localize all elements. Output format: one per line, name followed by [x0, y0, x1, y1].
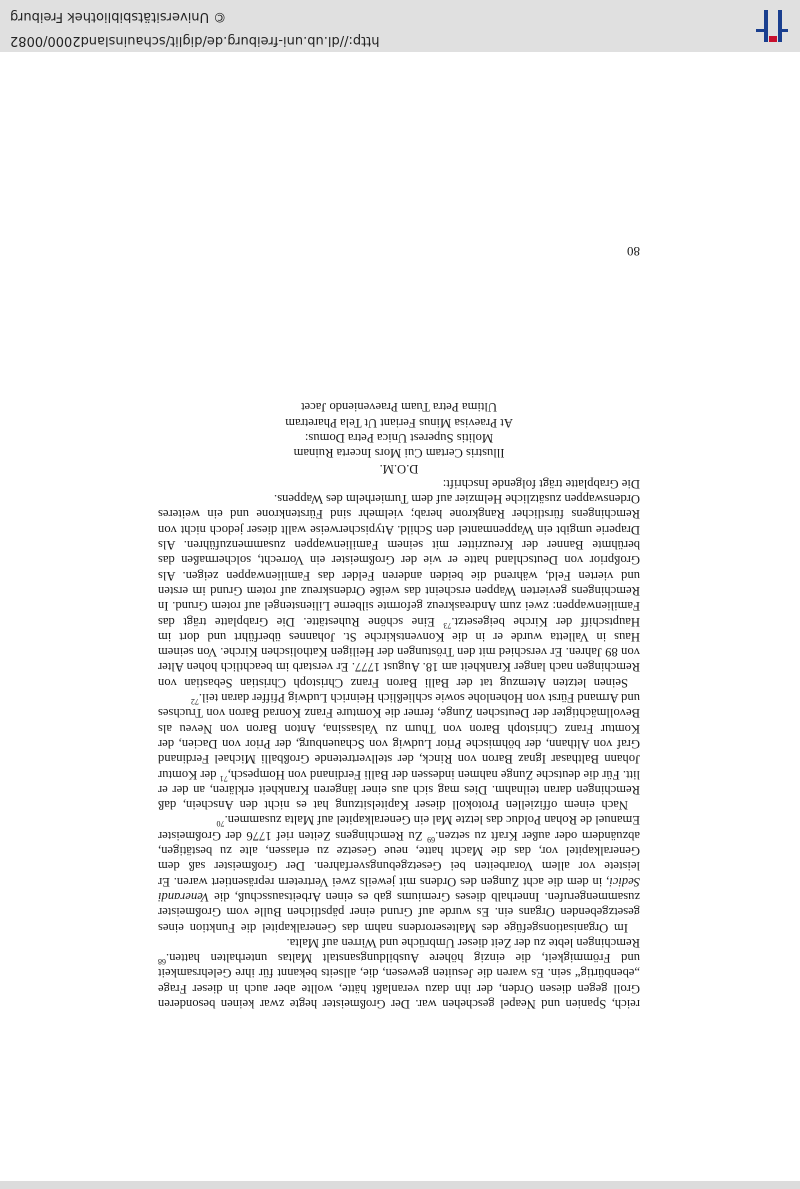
inscription: [158, 399, 640, 475]
venerandi-sedici: Venerandi Sedici: [158, 874, 640, 904]
logo-crossbar: [756, 29, 764, 32]
footnote-ref[interactable]: 69: [427, 834, 436, 844]
paragraph-2: Im Organisationsgefüge des Malteserordens nahm das Generalkapitel die Funktion eines gesetzgebenden Organs ein. Es wurde auf Grund einer päpstlichen Bulle vom Großmeister zusammengerufen. Innerhalb dieses Gremiums gab es einen Arbeitsausschuß, die Venerandi Sedici, in dem die acht Zungen des Ordens mit jeweils zwei Vertretern repräsentiert waren. Er leistete vor allem Vorarbeiten bei Gesetzgebungsverfahren. Der Großmeister saß dem Generalkapitel vor, das die Macht hatte, neue Gesetze zu erlassen, alte zu bestätigen, abzuändern oder außer Kraft zu setzen.$^{69}$ Zu Remchingens Zeiten rief 1776 der Großmeister Emanuel de Rohan Polduc das letzte Mal ein Generalkapitel auf Malta zusammen.$^{70}$: [158, 813, 640, 935]
footnote-ref[interactable]: 68: [158, 957, 166, 967]
paragraph-1: reich, Spanien und Neapel geschehen war. Der Großmeister hegte zwar keinen besonderen Groll gegen diesen Orden, der ihn dazu veranlaßt hätte, wollte aber auch in dieser Frage „ebenbürtig“ sein. Es waren die Jesuiten gewesen, die, allseits bekannt für ihre Gelehrsamkeit und Frömmigkeit, die einzig höhere Ausbildungsanstalt Maltas unterhalten hatten.$^{68}$ Remchingen lebte zu der Zeit dieser Umbrüche und Wirren auf Malta.: [158, 935, 640, 1011]
inscription-line: Ultima Petra Tuam Praeveniendo Jacet: [301, 400, 497, 415]
logo-crossbar: [778, 29, 788, 32]
paragraph-5: Die Grabplatte trägt folgende Inschrift:: [442, 476, 640, 491]
inscription-line: At Praevisa Minus Feriant Ut Tela Pharetram: [285, 415, 513, 430]
copyright-notice: © Universitätsbibliothek Freiburg: [10, 9, 227, 24]
footer-bar: [0, 0, 800, 52]
inscription-line: Molitis Superest Unica Petra Domus:: [304, 431, 494, 446]
footnote-ref[interactable]: 71: [219, 773, 228, 783]
document-url-link[interactable]: http://dl.ub.uni-freiburg.de/diglit/schauinsland2000/0082: [10, 33, 380, 48]
footnote-ref[interactable]: 70: [216, 819, 225, 829]
paragraph-4: Seinen letzten Atemzug tat der Balli Baron Franz Christoph Christian Sebastian von Remchingen nach langer Krankheit am 18. August 1777. Er verstarb im beachtlich hohen Alter von 89 Jahren. Er verschied mit den Tröstungen der Heiligen Katholischen Kirche. Von seinem Haus in Valletta wurde er in die Konventskirche St. Johannes überführt und dort im Hauptschiff der Kirche beigesetzt.$^{73}$ Eine schöne Ruhestätte. Die Grabplatte trägt das Familienwappen: zwei zum Andreaskreuz geformte silberne Lilienstengel auf rotem Grund. In Remchingens gevierten Wappen erscheint das weiße Ordenskreuz auf rotem Grund im ersten und vierten Feld, während die beiden anderen Felder das Familienwappen zeigen. Als Großprior von Deutschland hatte er wie der Großmeister ein Vorrecht, solchermaßen das berühmte Banner der Kreuzritter mit seinem Familienwappen zusammenzuführen. Als Draperie umgibt ein Wappenmantel den Schild. Atypischerweise wallt dieser jedoch nicht von Remchingens fürstlicher Rangkrone herab; vielmehr sind Fürstenkrone und ein weiteres Ordenswappen zusätzliche Helmzier auf dem Turnierhelm des Wappens.: [158, 492, 640, 690]
logo-bar-right: [764, 10, 768, 42]
header-band: [0, 1181, 800, 1189]
footnote-ref[interactable]: 73: [443, 620, 452, 630]
paragraph-3: Nach einem offiziellen Protokoll dieser Kapitelsitzung hat es nicht den Anschein, daß Remchingen daran teilnahm. Dies mag sich aus einer längeren Krankheit erklären, an der er litt. Für die deutsche Zunge nahmen indessen der Balli Ferdinand von Hompesch,$^{71}$ der Komtur Johann Balthasar Ignaz Baron von Rinck, der stellvertretende Großballi Michael Ferdinand Graf von Althann, der böhmische Prior Ludwig von Schauenburg, der Prior von Dacien, der Komtur Franz Christoph Baron von Thurn zu Valsassina, Anton Baron von Neveu als Bevollmächtigter der Deutschen Zunge, ferner die Komture Franz Konrad Baron von Truchses und Armand Fürst von Hohenlohe sowie schließlich Heinrich Ludwig Pfiffer daran teil.$^{72}$: [158, 691, 640, 813]
article-text: [158, 399, 640, 1011]
inscription-line: D.O.M.: [379, 461, 419, 476]
page-number: 80: [627, 244, 640, 259]
logo-bar-left: [778, 10, 782, 42]
inscription-line: Illustris Certam Cui Mors Incerta Ruinam: [293, 446, 505, 461]
ub-freiburg-logo-icon[interactable]: [752, 6, 792, 46]
footnote-ref[interactable]: 72: [190, 697, 199, 707]
logo-accent: [769, 36, 777, 42]
